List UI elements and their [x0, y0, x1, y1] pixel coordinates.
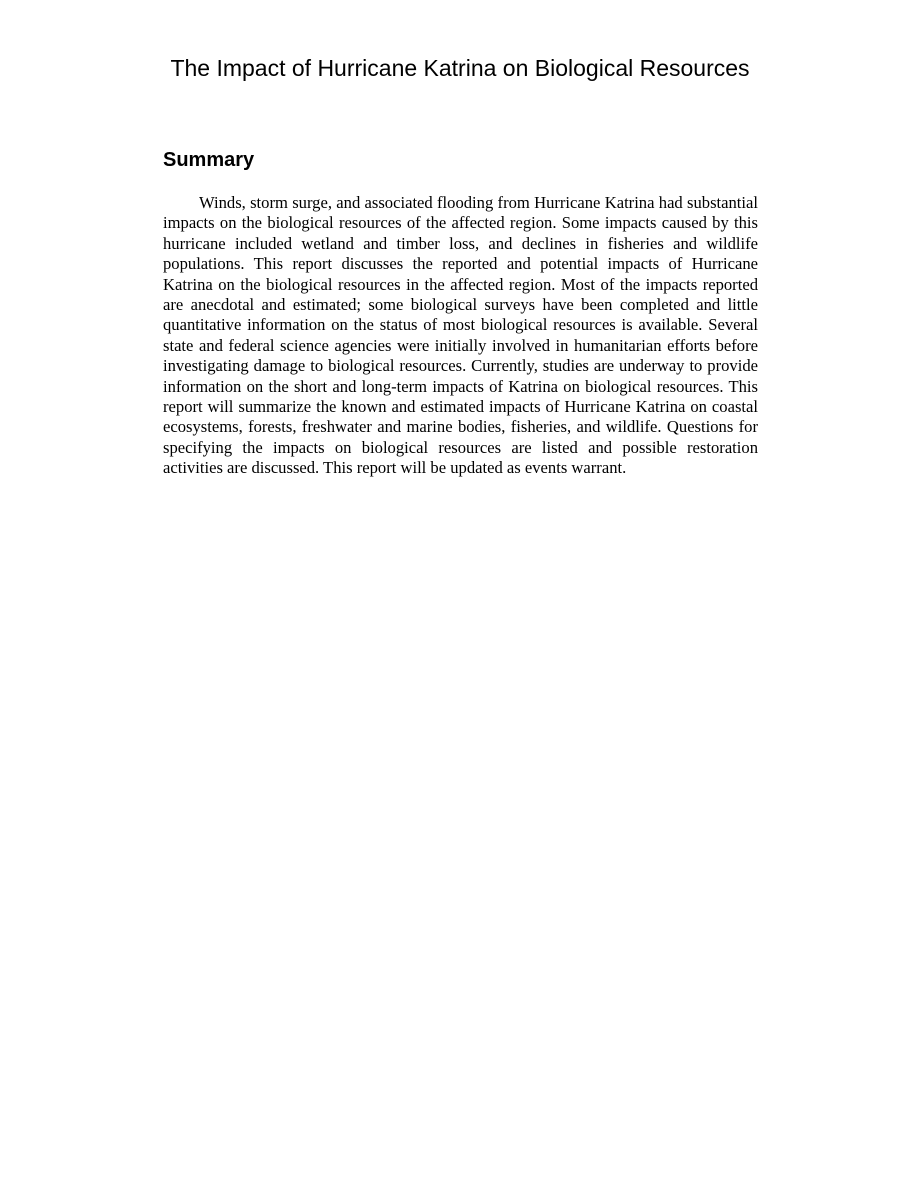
- summary-heading: Summary: [163, 149, 255, 171]
- document-title: The Impact of Hurricane Katrina on Biological Resources: [170, 55, 750, 81]
- summary-paragraph: Winds, storm surge, and associated flooding from Hurricane Katrina had substantial impacts on the biological resources of the affected region. Some impacts caused by this hurricane included wetland and timber loss, and declines in fisheries and wildlife populations. This report discusses the reported and potential impacts of Hurricane Katrina on the biological resources in the affected region. Most of the impacts reported are anecdotal and estimated; some biological surveys have been completed and little quantitative information on the status of most biological resources is available. Several state and federal science agencies were initially involved in humanitarian efforts before investigating damage to biological resources. Currently, studies are underway to provide information on the short and long-term impacts of Katrina on biological resources. This report will summarize the known and estimated impacts of Hurricane Katrina on coastal ecosystems, forests, freshwater and marine bodies, fisheries, and wildlife. Questions for specifying the impacts on biological resources are listed and possible restoration activities are discussed. This report will be updated as events warrant.: [163, 193, 758, 478]
